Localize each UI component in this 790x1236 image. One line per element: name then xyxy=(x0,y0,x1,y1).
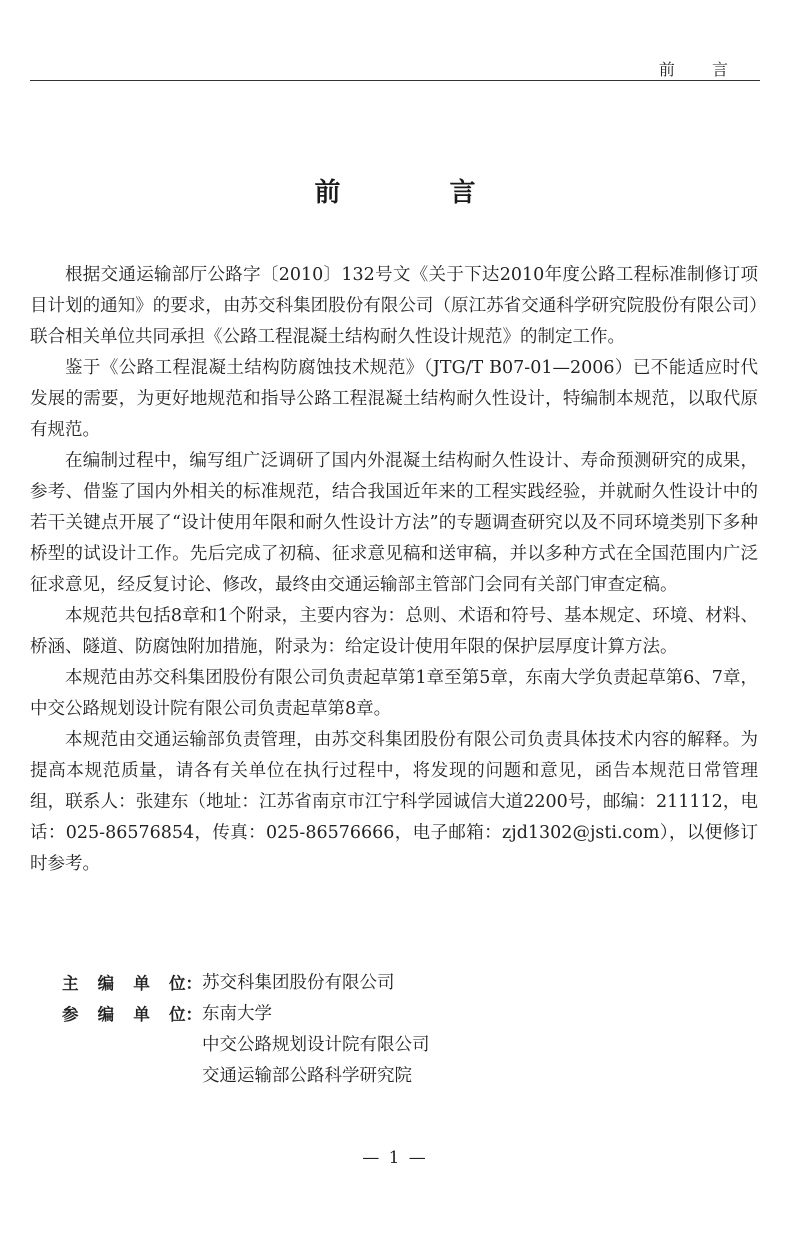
page-title: 前 言 xyxy=(314,178,526,208)
participating-unit-name: 东南大学 xyxy=(202,1004,272,1024)
participating-units-label: 参 编 单 位： xyxy=(62,1005,202,1024)
paragraph: 鉴于《公路工程混凝土结构防腐蚀技术规范》（JTG/T B07-01—2006）已不能适应时代发展的需要，为更好地规范和指导公路工程混凝土结构耐久性设计，特编制本规范，以取代原有规范。 xyxy=(30,358,758,440)
paragraph: 本规范由交通运输部负责管理，由苏交科集团股份有限公司负责具体技术内容的解释。为提高本规范质量，请各有关单位在执行过程中，将发现的问题和意见，函告本规范日常管理组，联系人：张建东（地址：江苏省南京市江宁科学园诚信大道2200号，邮编：211112，电话：025-86576854，传真：025-86576666，电子邮箱：zjd1302@jsti.com），以便修订时参考。 xyxy=(30,730,758,874)
paragraph: 在编制过程中，编写组广泛调研了国内外混凝土结构耐久性设计、寿命预测研究的成果，参考、借鉴了国内外相关的标准规范，结合我国近年来的工程实践经验，并就耐久性设计中的若干关键点开展了“设计使用年限和耐久性设计方法”的专题调查研究以及不同环境类别下多种桥型的试设计工作。先后完成了初稿、征求意见稿和送审稿，并以多种方式在全国范围内广泛征求意见，经反复讨论、修改，最终由交通运输部主管部门会同有关部门审查定稿。 xyxy=(30,451,758,595)
preface-body xyxy=(30,260,758,880)
participating-unit-name: 中交公路规划设计院有限公司 xyxy=(202,1035,430,1055)
header-rule xyxy=(30,80,760,81)
participating-unit-name: 交通运输部公路科学研究院 xyxy=(202,1066,412,1086)
page-number: — 1 — xyxy=(362,1148,428,1168)
paragraph: 本规范共包括8章和1个附录，主要内容为：总则、术语和符号、基本规定、环境、材料、桥涵、隧道、防腐蚀附加措施，附录为：给定设计使用年限的保护层厚度计算方法。 xyxy=(30,606,758,657)
paragraph: 根据交通运输部厅公路字〔2010〕132号文《关于下达2010年度公路工程标准制修订项目计划的通知》的要求，由苏交科集团股份有限公司（原江苏省交通科学研究院股份有限公司）联合相关单位共同承担《公路工程混凝土结构耐久性设计规范》的制定工作。 xyxy=(30,265,758,347)
chief-unit-name: 苏交科集团股份有限公司 xyxy=(202,973,395,993)
participating-units-row xyxy=(62,999,430,1092)
running-header xyxy=(0,0,790,80)
editing-units xyxy=(62,968,430,1092)
paragraph: 本规范由苏交科集团股份有限公司负责起草第1章至第5章，东南大学负责起草第6、7章，中交公路规划设计院有限公司负责起草第8章。 xyxy=(30,668,758,719)
running-header-title: 前 言 xyxy=(658,60,744,79)
chief-unit-label: 主 编 单 位： xyxy=(62,974,202,993)
chief-unit-row xyxy=(62,968,430,999)
